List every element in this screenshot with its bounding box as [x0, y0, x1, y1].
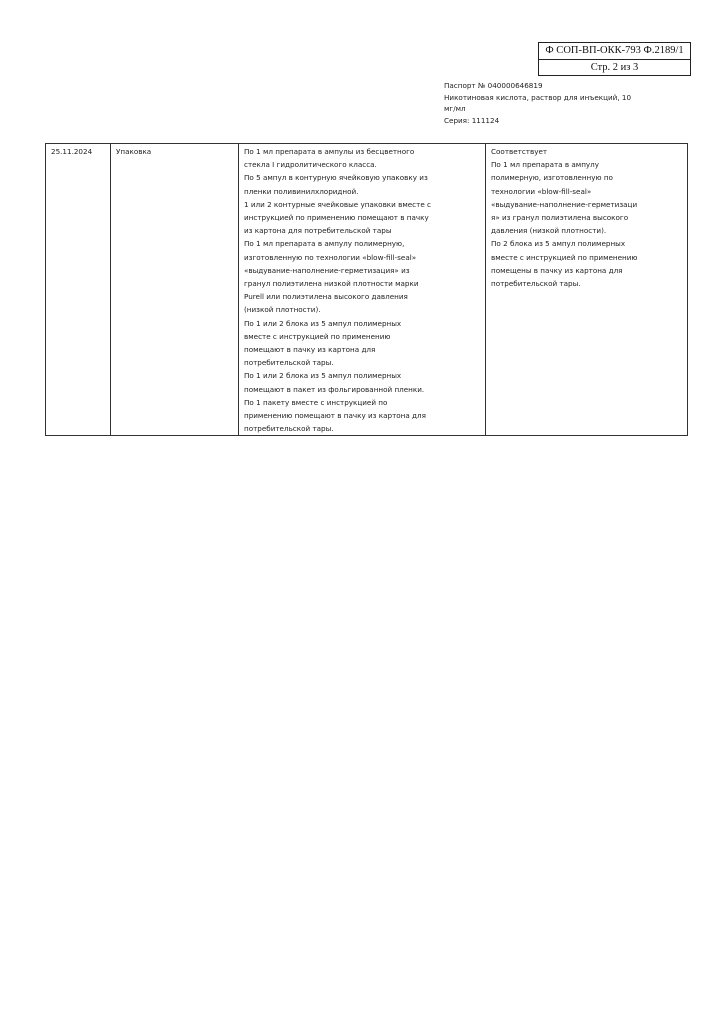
result-text-line: давления (низкой плотности). [491, 226, 607, 236]
passport-number: Паспорт № 040000646819 [444, 81, 543, 90]
requirement-text-line: потребительской тары. [244, 358, 334, 368]
requirement-cell [239, 144, 486, 436]
result-text-line: я» из гранул полиэтилена высокого [491, 213, 629, 223]
parameter-cell [111, 144, 239, 436]
requirement-text-line: По 1 мл препарата в ампулу полимерную, [244, 239, 405, 249]
test-parameter: Упаковка [116, 147, 152, 156]
requirement-text-line: изготовленную по технологии «blow-fill-seal» [244, 252, 417, 262]
result-text-line: «выдувание-наполнение-герметизаци [491, 199, 638, 209]
requirement-text-line: применению помещают в пачку из картона для [244, 411, 426, 421]
requirement-text-line: вместе с инструкцией по применению [244, 331, 391, 341]
requirement-text-line: стекла I гидролитического класса. [244, 160, 377, 170]
requirement-text-line: «выдувание-наполнение-герметизация» из [244, 265, 410, 275]
requirement-text-line: По 1 мл препарата в ампулы из бесцветного [244, 147, 415, 156]
result-text-line: полимерную, изготовленную по [491, 173, 613, 183]
specification-table [45, 143, 688, 436]
requirement-text-line: По 1 или 2 блока из 5 ампул полимерных [244, 371, 402, 381]
result-text-line: вместе с инструкцией по применению [491, 252, 638, 262]
result-text-line: технологии «blow-fill-seal» [491, 186, 592, 196]
result-text-line: По 2 блока из 5 ампул полимерных [491, 239, 626, 249]
requirement-text-line: Purell или полиэтилена высокого давления [244, 292, 408, 302]
requirement-text-line: инструкцией по применению помещают в пачку [244, 213, 429, 223]
requirement-text-line: из картона для потребительской тары [244, 226, 392, 236]
date-cell [46, 144, 111, 436]
result-cell [486, 144, 688, 436]
requirement-text-line: пленки поливинилхлоридной. [244, 186, 359, 196]
requirement-text-line: помещают в пачку из картона для [244, 345, 376, 355]
requirement-text-line: По 5 ампул в контурную ячейковую упаковку из [244, 173, 428, 183]
document-header [444, 80, 634, 126]
requirement-text-line: потребительской тары. [244, 424, 334, 434]
requirement-text-line: По 1 пакету вместе с инструкцией по [244, 397, 388, 407]
result-text-line: помещены в пачку из картона для [491, 265, 623, 275]
page-number: Стр. 2 из 3 [590, 62, 639, 73]
form-code: Ф СОП-ВП-ОКК-793 Ф.2189/1 [539, 43, 690, 60]
series-number: Серия: 111124 [444, 115, 500, 125]
requirement-text-line: По 1 или 2 блока из 5 ампул полимерных [244, 318, 402, 328]
product-name: Никотиновая кислота, раствор для инъекций, 10 мг/мл [444, 92, 632, 113]
requirement-text-line: помещают в пакет из фольгированной пленки. [244, 384, 425, 394]
result-text-line: По 1 мл препарата в ампулу [491, 160, 600, 170]
requirement-text-line: гранул полиэтилена низкой плотности марки [244, 279, 419, 289]
result-text-line: Соответствует [491, 147, 548, 156]
result-text-line: потребительской тары. [491, 279, 581, 289]
form-code-box [538, 42, 691, 76]
requirement-text-line: (низкой плотности). [244, 305, 321, 315]
requirement-text-line: 1 или 2 контурные ячейковые упаковки вместе с [244, 199, 431, 209]
test-date: 25.11.2024 [51, 147, 93, 156]
table-row [46, 144, 688, 436]
